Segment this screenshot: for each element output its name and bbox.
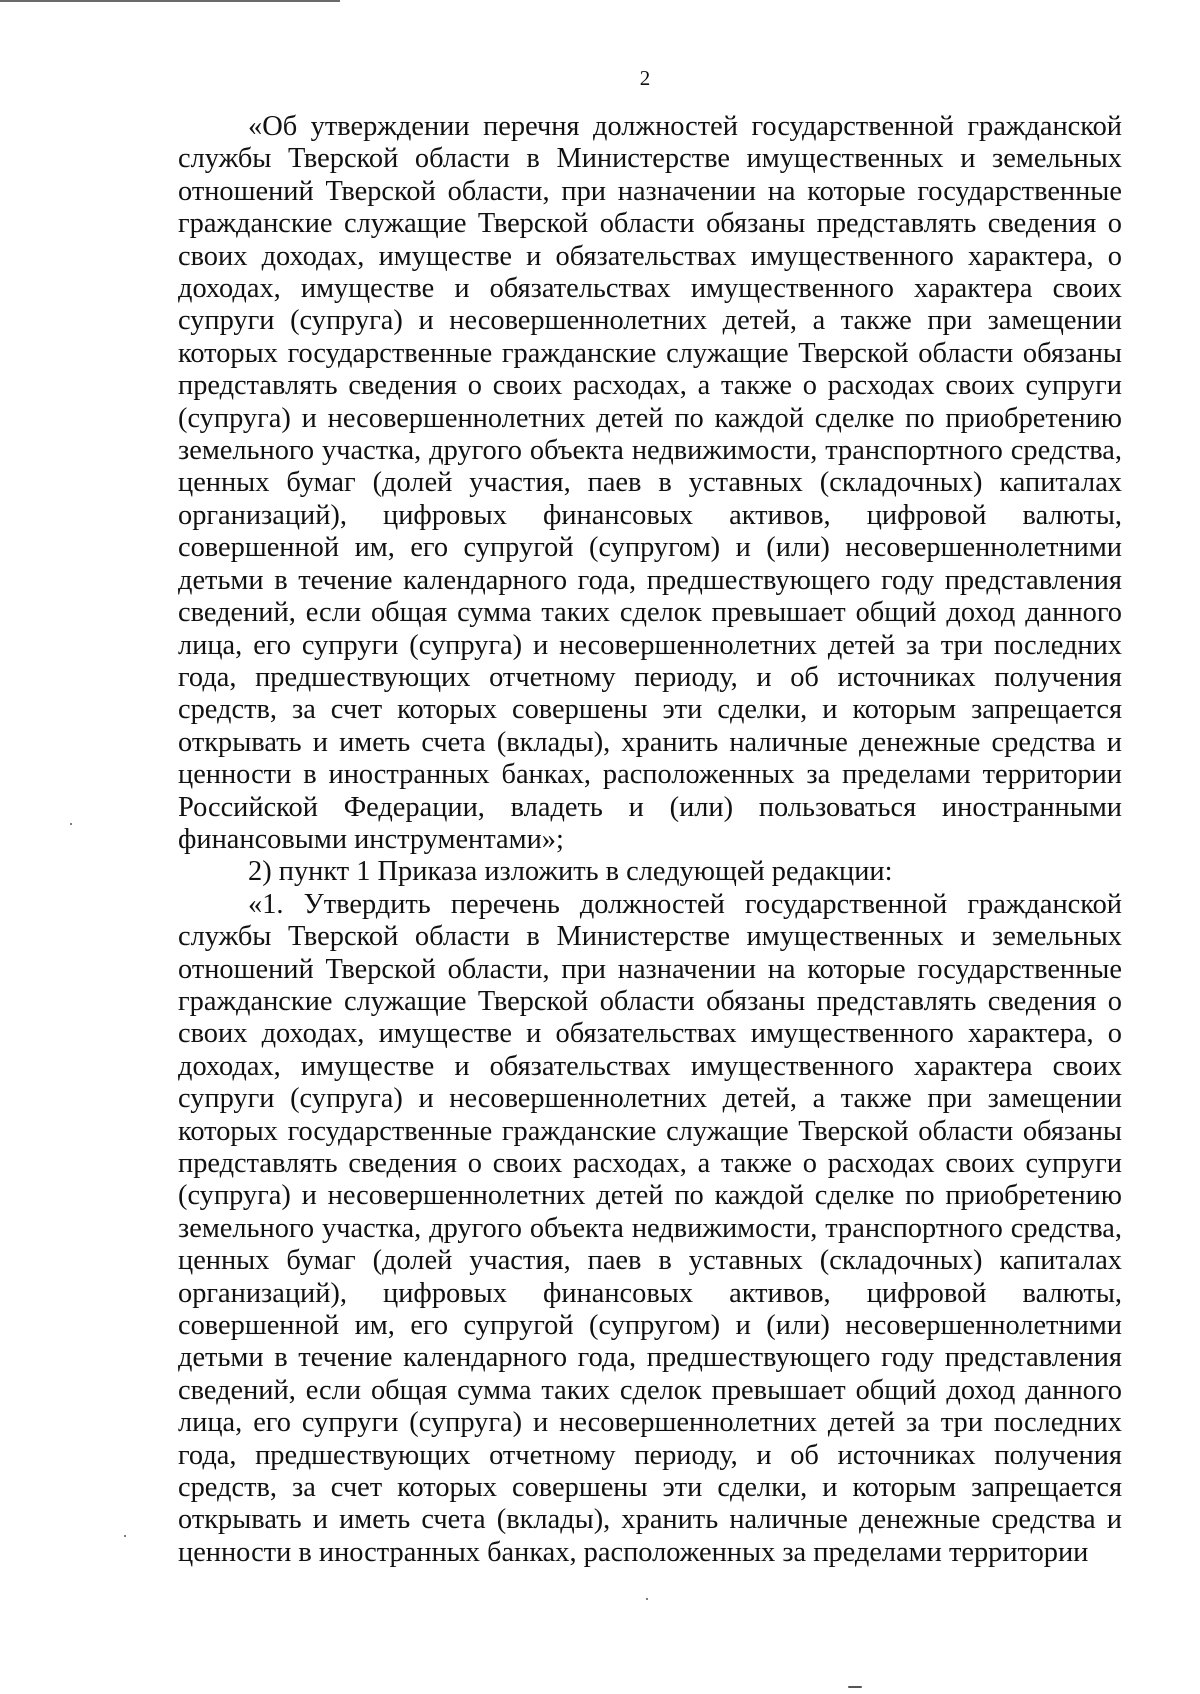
paragraph-item-1-text: «1. Утвердить перечень должностей государственной гражданской службы Тверской области в Министерстве имущественных и земельных отношений Тверской области, при назначении на которые государственные гражданские служащие Тверской области обязаны представлять сведения о своих доходах, имуществе и обязательствах имущественного характера, о доходах, имуществе и обязательствах имущественного характера своих супруги (супруга) и несовершеннолетних детей, а также при замещении которых государственные гражданские служащие Тверской области обязаны представлять сведения о своих расходах, а также о расходах своих супруги (супруга) и несовершеннолетних детей по каждой сделке по приобретению земельного участка, другого объекта недвижимости, транспортного средства, ценных бумаг (долей участия, паев в уставных (складочных) капиталах организаций), цифровых финансовых активов, цифровой валюты, совершенной им, его супругой (супругом) и (или) несовершеннолетними детьми в течение календарного года, предшествующего году представления сведений, если общая сумма таких сделок превышает общий доход данного лица, его супруги (супруга) и несовершеннолетних детей за три последних года, предшествующих отчетному периоду, и об источниках получения средств, за счет которых совершены эти сделки, и которым запрещается открывать и иметь счета (вклады), хранить наличные денежные средства и ценности в иностранных банках, расположенных за пределами территории	[178, 888, 1122, 1568]
document-body	[178, 111, 1122, 1569]
scan-speck	[124, 1535, 126, 1537]
paragraph-item-2: 2) пункт 1 Приказа изложить в следующей редакции:	[248, 856, 893, 888]
page-number: 2	[639, 66, 651, 90]
scan-speck	[646, 1598, 648, 1600]
scan-speck	[70, 823, 72, 825]
scan-speck	[848, 1686, 862, 1688]
paragraph-title-quote: «Об утверждении перечня должностей государственной гражданской службы Тверской области в Министерстве имущественных и земельных отношений Тверской области, при назначении на которые государственные гражданские служащие Тверской области обязаны представлять сведения о своих доходах, имуществе и обязательствах имущественного характера, о доходах, имуществе и обязательствах имущественного характера своих супруги (супруга) и несовершеннолетних детей, а также при замещении которых государственные гражданские служащие Тверской области обязаны представлять сведения о своих расходах, а также о расходах своих супруги (супруга) и несовершеннолетних детей по каждой сделке по приобретению земельного участка, другого объекта недвижимости, транспортного средства, ценных бумаг (долей участия, паев в уставных (складочных) капиталах организаций), цифровых финансовых активов, цифровой валюты, совершенной им, его супругой (супругом) и (или) несовершеннолетними детьми в течение календарного года, предшествующего году представления сведений, если общая сумма таких сделок превышает общий доход данного лица, его супруги (супруга) и несовершеннолетних детей за три последних года, предшествующих отчетному периоду, и об источниках получения средств, за счет которых совершены эти сделки, и которым запрещается открывать и иметь счета (вклады), хранить наличные денежные средства и ценности в иностранных банках, расположенных за пределами территории Российской Федерации, владеть и (или) пользоваться иностранными финансовыми инструментами»;	[178, 111, 1122, 855]
scan-edge-line	[0, 0, 340, 2]
